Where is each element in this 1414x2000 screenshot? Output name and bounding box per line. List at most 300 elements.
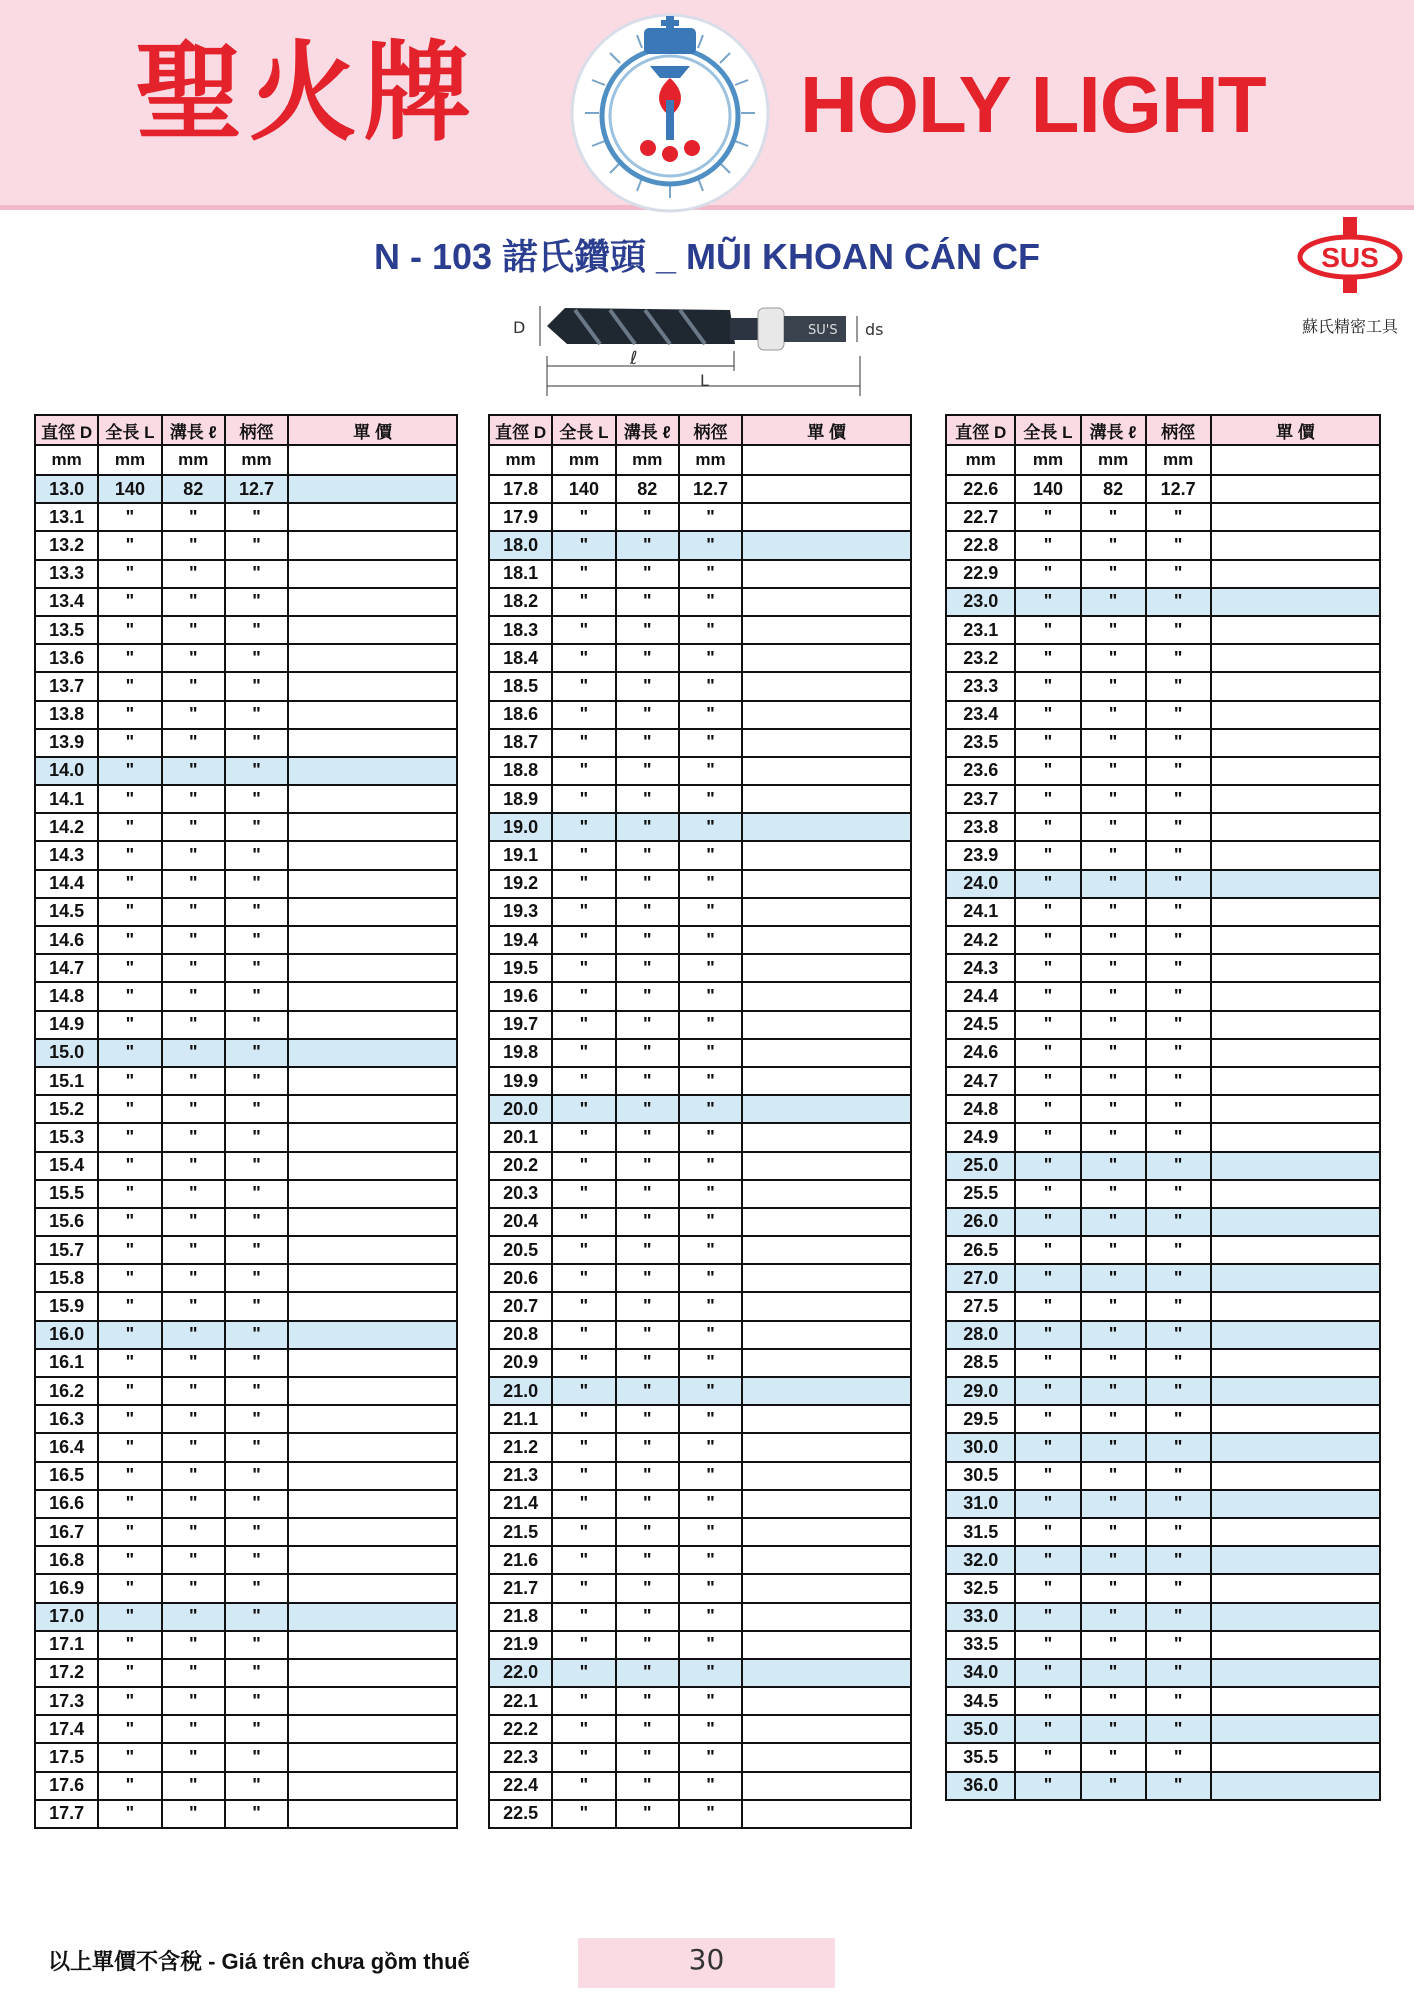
total-length-cell: " [552,1546,615,1574]
shank-diameter-cell: " [679,1490,742,1518]
diameter-cell: 15.2 [35,1095,98,1123]
shank-diameter-cell: " [1146,870,1211,898]
diameter-cell: 34.0 [946,1659,1015,1687]
total-length-cell: " [552,1152,615,1180]
total-length-cell: " [98,982,161,1010]
total-length-cell: " [1015,1772,1080,1800]
flute-length-cell: " [162,1236,225,1264]
flute-length-cell: " [616,1349,679,1377]
flute-length-cell: " [162,1321,225,1349]
total-length-cell: " [552,1405,615,1433]
shank-diameter-cell: " [1146,1715,1211,1743]
flute-length-cell: " [616,1659,679,1687]
flute-length-cell: " [616,1603,679,1631]
total-length-cell: " [98,1603,161,1631]
shank-diameter-cell: 12.7 [225,475,288,503]
total-length-cell: 140 [98,475,161,503]
shank-diameter-cell: " [1146,1208,1211,1236]
flute-length-cell: " [616,1490,679,1518]
brand-name-chinese: 聖火牌 [135,30,478,156]
shank-diameter-cell: " [225,531,288,559]
flute-length-cell: " [616,1292,679,1320]
diameter-cell: 16.3 [35,1405,98,1433]
diameter-cell: 16.8 [35,1546,98,1574]
shank-diameter-cell: " [225,616,288,644]
shank-diameter-cell: " [1146,1236,1211,1264]
flute-length-cell: " [162,1039,225,1067]
diameter-cell: 24.5 [946,1011,1015,1039]
shank-diameter-cell: " [679,1433,742,1461]
flute-length-cell: 82 [162,475,225,503]
total-length-cell: " [552,616,615,644]
diameter-cell: 17.0 [35,1603,98,1631]
unit-price-cell [288,616,457,644]
table-row [35,1518,457,1546]
table-row [489,1180,911,1208]
flute-length-cell: " [616,1462,679,1490]
diameter-cell: 15.3 [35,1123,98,1151]
table-row [35,1659,457,1687]
table-row [946,1546,1380,1574]
label-ds: ds [865,320,884,339]
table-row [35,1208,457,1236]
shank-diameter-cell: " [1146,785,1211,813]
diameter-cell: 34.5 [946,1687,1015,1715]
table-row [946,1011,1380,1039]
shank-diameter-cell: " [679,982,742,1010]
table-row [489,1490,911,1518]
table-row [35,1152,457,1180]
unit-price-cell [288,785,457,813]
table-row [489,1292,911,1320]
total-length-cell: " [1015,1236,1080,1264]
shank-diameter-cell: " [679,813,742,841]
total-length-cell: " [98,672,161,700]
unit-price-cell [742,1546,911,1574]
unit-price-cell [1211,841,1380,869]
diameter-cell: 28.5 [946,1349,1015,1377]
unit-price-cell [1211,1067,1380,1095]
diameter-cell: 30.0 [946,1433,1015,1461]
total-length-cell: " [98,926,161,954]
flute-length-cell: " [1081,616,1146,644]
table-row [946,503,1380,531]
shank-diameter-cell: " [679,898,742,926]
shank-diameter-cell: " [679,870,742,898]
unit-price-cell [1211,1095,1380,1123]
unit-price-cell [1211,1462,1380,1490]
unit-price-cell [1211,954,1380,982]
unit-price-cell [1211,1715,1380,1743]
unit-price-cell [288,1631,457,1659]
unit-price-cell [742,1715,911,1743]
unit-cell: mm [552,445,615,475]
diameter-cell: 32.0 [946,1546,1015,1574]
shank-diameter-cell: " [1146,644,1211,672]
column-header: 直徑 D [35,415,98,445]
unit-price-cell [288,870,457,898]
table-row [946,1123,1380,1151]
unit-price-cell [288,588,457,616]
shank-diameter-cell: " [679,644,742,672]
flute-length-cell: " [616,982,679,1010]
shank-diameter-cell: " [225,1321,288,1349]
table-row [946,1490,1380,1518]
diameter-cell: 17.3 [35,1687,98,1715]
unit-price-cell [742,1095,911,1123]
shank-diameter-cell: " [225,1208,288,1236]
table-row [489,1377,911,1405]
flute-length-cell: " [1081,982,1146,1010]
unit-price-cell [288,1095,457,1123]
diameter-cell: 21.8 [489,1603,552,1631]
flute-length-cell: " [1081,1123,1146,1151]
total-length-cell: " [552,1292,615,1320]
flute-length-cell: " [162,1208,225,1236]
flute-length-cell: " [1081,1518,1146,1546]
flute-length-cell: " [616,531,679,559]
total-length-cell: " [98,1772,161,1800]
unit-price-cell [288,954,457,982]
unit-cell: mm [616,445,679,475]
diameter-cell: 16.7 [35,1518,98,1546]
flute-length-cell: " [162,954,225,982]
diameter-cell: 18.5 [489,672,552,700]
shank-diameter-cell: " [1146,1405,1211,1433]
shank-diameter-cell: " [1146,757,1211,785]
table-row [489,926,911,954]
column-header: 全長 L [552,415,615,445]
flute-length-cell: " [616,588,679,616]
shank-diameter-cell: " [679,1236,742,1264]
unit-price-cell [742,1123,911,1151]
shank-diameter-cell: " [225,926,288,954]
table-row [946,1518,1380,1546]
total-length-cell: " [1015,1321,1080,1349]
shank-diameter-cell: " [679,1264,742,1292]
diameter-cell: 27.5 [946,1292,1015,1320]
unit-price-cell [288,1405,457,1433]
flute-length-cell: " [162,1659,225,1687]
shank-diameter-cell: " [679,1574,742,1602]
flute-length-cell: " [162,701,225,729]
diameter-cell: 15.4 [35,1152,98,1180]
shank-diameter-cell: " [679,1659,742,1687]
flute-length-cell: " [616,926,679,954]
shank-diameter-cell: " [1146,1462,1211,1490]
total-length-cell: " [552,982,615,1010]
total-length-cell: " [552,1687,615,1715]
shank-diameter-cell: " [1146,1603,1211,1631]
unit-price-cell [742,1659,911,1687]
column-header: 溝長 ℓ [616,415,679,445]
total-length-cell: " [1015,1123,1080,1151]
diameter-cell: 15.6 [35,1208,98,1236]
column-header: 單 價 [1211,415,1380,445]
total-length-cell: " [552,1236,615,1264]
flute-length-cell: " [1081,1377,1146,1405]
shank-diameter-cell: " [1146,1433,1211,1461]
total-length-cell: " [1015,1152,1080,1180]
diameter-cell: 17.7 [35,1800,98,1828]
diameter-cell: 17.6 [35,1772,98,1800]
flute-length-cell: " [162,1377,225,1405]
shank-diameter-cell: " [1146,1631,1211,1659]
diameter-cell: 33.0 [946,1603,1015,1631]
total-length-cell: " [552,1321,615,1349]
total-length-cell: " [1015,926,1080,954]
diameter-cell: 14.2 [35,813,98,841]
diameter-cell: 23.5 [946,729,1015,757]
total-length-cell: " [552,1180,615,1208]
unit-price-cell [288,757,457,785]
total-length-cell: " [98,1574,161,1602]
total-length-cell: " [552,1462,615,1490]
total-length-cell: " [98,1349,161,1377]
table-row [946,1236,1380,1264]
diameter-cell: 22.5 [489,1800,552,1828]
table-row [489,954,911,982]
diameter-cell: 19.1 [489,841,552,869]
unit-price-cell [742,841,911,869]
total-length-cell: " [98,1462,161,1490]
diameter-cell: 19.4 [489,926,552,954]
flute-length-cell: " [616,870,679,898]
unit-price-cell [1211,785,1380,813]
table-row [489,503,911,531]
total-length-cell: " [98,1123,161,1151]
total-length-cell: " [1015,672,1080,700]
flute-length-cell: " [162,785,225,813]
unit-price-cell [288,1743,457,1771]
flute-length-cell: " [162,870,225,898]
table-row [946,898,1380,926]
unit-price-cell [742,1208,911,1236]
unit-price-cell [288,1715,457,1743]
flute-length-cell: " [162,982,225,1010]
diameter-cell: 24.4 [946,982,1015,1010]
diameter-cell: 22.0 [489,1659,552,1687]
shank-diameter-cell: " [225,1433,288,1461]
unit-price-cell [288,475,457,503]
table-row [489,672,911,700]
table-row [35,841,457,869]
flute-length-cell: " [162,1264,225,1292]
shank-diameter-cell: " [1146,954,1211,982]
shank-diameter-cell: " [225,1743,288,1771]
diameter-cell: 13.0 [35,475,98,503]
shank-diameter-cell: " [679,503,742,531]
table-row [946,1377,1380,1405]
diameter-cell: 24.8 [946,1095,1015,1123]
shank-diameter-cell: " [679,954,742,982]
total-length-cell: " [1015,1518,1080,1546]
total-length-cell: " [98,1152,161,1180]
total-length-cell: " [552,870,615,898]
diameter-cell: 18.3 [489,616,552,644]
shank-diameter-cell: " [225,813,288,841]
total-length-cell: " [552,1743,615,1771]
total-length-cell: " [98,1490,161,1518]
total-length-cell: " [552,1067,615,1095]
shank-diameter-cell: " [225,982,288,1010]
column-header: 柄徑 [679,415,742,445]
shank-diameter-cell: " [679,1603,742,1631]
flute-length-cell: " [1081,672,1146,700]
table-row [35,1715,457,1743]
shank-diameter-cell: " [679,1349,742,1377]
flute-length-cell: " [1081,1264,1146,1292]
table-row [35,588,457,616]
diameter-cell: 16.6 [35,1490,98,1518]
flute-length-cell: " [1081,926,1146,954]
shank-diameter-cell: " [225,1095,288,1123]
column-header: 全長 L [1015,415,1080,445]
tax-note: 以上單價不含稅 - Giá trên chưa gồm thuế [48,1949,470,1974]
flute-length-cell: " [1081,954,1146,982]
holy-light-logo-icon [568,8,773,213]
flute-length-cell: " [1081,1292,1146,1320]
flute-length-cell: " [616,1687,679,1715]
flute-length-cell: " [616,898,679,926]
total-length-cell: " [552,1095,615,1123]
diameter-cell: 25.5 [946,1180,1015,1208]
flute-length-cell: " [1081,1321,1146,1349]
shank-diameter-cell: " [225,1659,288,1687]
shank-diameter-cell: " [679,1152,742,1180]
shank-diameter-cell: " [1146,588,1211,616]
table-row [946,1631,1380,1659]
unit-price-cell [1211,1377,1380,1405]
flute-length-cell: " [616,1631,679,1659]
diameter-cell: 23.8 [946,813,1015,841]
diameter-cell: 15.1 [35,1067,98,1095]
table-row [489,1631,911,1659]
total-length-cell: " [1015,1603,1080,1631]
total-length-cell: " [98,1208,161,1236]
flute-length-cell: " [162,1180,225,1208]
unit-price-cell [742,1490,911,1518]
shank-diameter-cell: " [679,701,742,729]
shank-diameter-cell: " [679,926,742,954]
flute-length-cell: " [162,1772,225,1800]
shank-diameter-cell: " [225,1405,288,1433]
diameter-cell: 17.9 [489,503,552,531]
table-row [35,1631,457,1659]
shank-diameter-cell: " [1146,1377,1211,1405]
diameter-cell: 18.9 [489,785,552,813]
flute-length-cell: " [1081,1039,1146,1067]
unit-price-cell [742,1433,911,1461]
unit-price-cell [1211,1123,1380,1151]
shank-diameter-cell: " [679,1377,742,1405]
shank-diameter-cell: " [679,1518,742,1546]
flute-length-cell: " [162,1349,225,1377]
table-row [35,1236,457,1264]
sus-logo-text: SUS [1321,242,1379,273]
diameter-cell: 24.3 [946,954,1015,982]
shank-diameter-cell: " [679,1743,742,1771]
shank-diameter-cell: " [679,1715,742,1743]
flute-length-cell: " [616,1264,679,1292]
unit-price-cell [742,1011,911,1039]
flute-length-cell: " [616,1546,679,1574]
flute-length-cell: " [162,1433,225,1461]
unit-price-cell [742,1292,911,1320]
total-length-cell: " [552,1433,615,1461]
total-length-cell: " [1015,616,1080,644]
diameter-cell: 24.7 [946,1067,1015,1095]
spec-table-3 [945,414,1381,1801]
diameter-cell: 22.6 [946,475,1015,503]
total-length-cell: " [1015,1349,1080,1377]
diameter-cell: 18.7 [489,729,552,757]
page-title: N - 103 諾氏鑽頭 _ MŨI KHOAN CÁN CF [373,236,1041,277]
diameter-cell: 14.7 [35,954,98,982]
shank-diameter-cell: " [679,588,742,616]
shank-diameter-cell: " [1146,1067,1211,1095]
unit-price-cell [1211,1264,1380,1292]
flute-length-cell: " [616,1067,679,1095]
table-row [489,1152,911,1180]
flute-length-cell: " [616,1180,679,1208]
unit-price-cell [1211,1687,1380,1715]
shank-diameter-cell: " [679,1546,742,1574]
table-row [946,1321,1380,1349]
shank-diameter-cell: " [679,1772,742,1800]
shank-diameter-cell: " [1146,1123,1211,1151]
total-length-cell: " [1015,1095,1080,1123]
unit-price-cell [1211,729,1380,757]
diameter-cell: 22.8 [946,531,1015,559]
diameter-cell: 20.1 [489,1123,552,1151]
table-row [489,841,911,869]
unit-price-cell [742,1772,911,1800]
unit-price-cell [742,954,911,982]
table-row [489,588,911,616]
flute-length-cell: " [162,1011,225,1039]
flute-length-cell: " [616,1518,679,1546]
diameter-cell: 18.6 [489,701,552,729]
total-length-cell: " [98,1011,161,1039]
unit-price-cell [742,701,911,729]
shank-diameter-cell: " [679,1292,742,1320]
flute-length-cell: " [162,1603,225,1631]
table-row [489,1772,911,1800]
page-number: 30 [688,1943,725,1976]
diameter-cell: 21.1 [489,1405,552,1433]
diameter-cell: 20.7 [489,1292,552,1320]
table-row [946,1405,1380,1433]
flute-length-cell: " [616,1377,679,1405]
total-length-cell: " [98,1715,161,1743]
unit-price-cell [1211,1603,1380,1631]
shank-diameter-cell: " [225,1800,288,1828]
table-row [35,1123,457,1151]
total-length-cell: " [1015,1490,1080,1518]
flute-length-cell: " [162,1518,225,1546]
total-length-cell: " [552,1208,615,1236]
unit-price-cell [288,841,457,869]
unit-price-cell [1211,531,1380,559]
total-length-cell: " [552,531,615,559]
table-row [35,1546,457,1574]
unit-price-cell [1211,870,1380,898]
diameter-cell: 24.1 [946,898,1015,926]
diameter-cell: 30.5 [946,1462,1015,1490]
diameter-cell: 22.2 [489,1715,552,1743]
diameter-cell: 17.8 [489,475,552,503]
